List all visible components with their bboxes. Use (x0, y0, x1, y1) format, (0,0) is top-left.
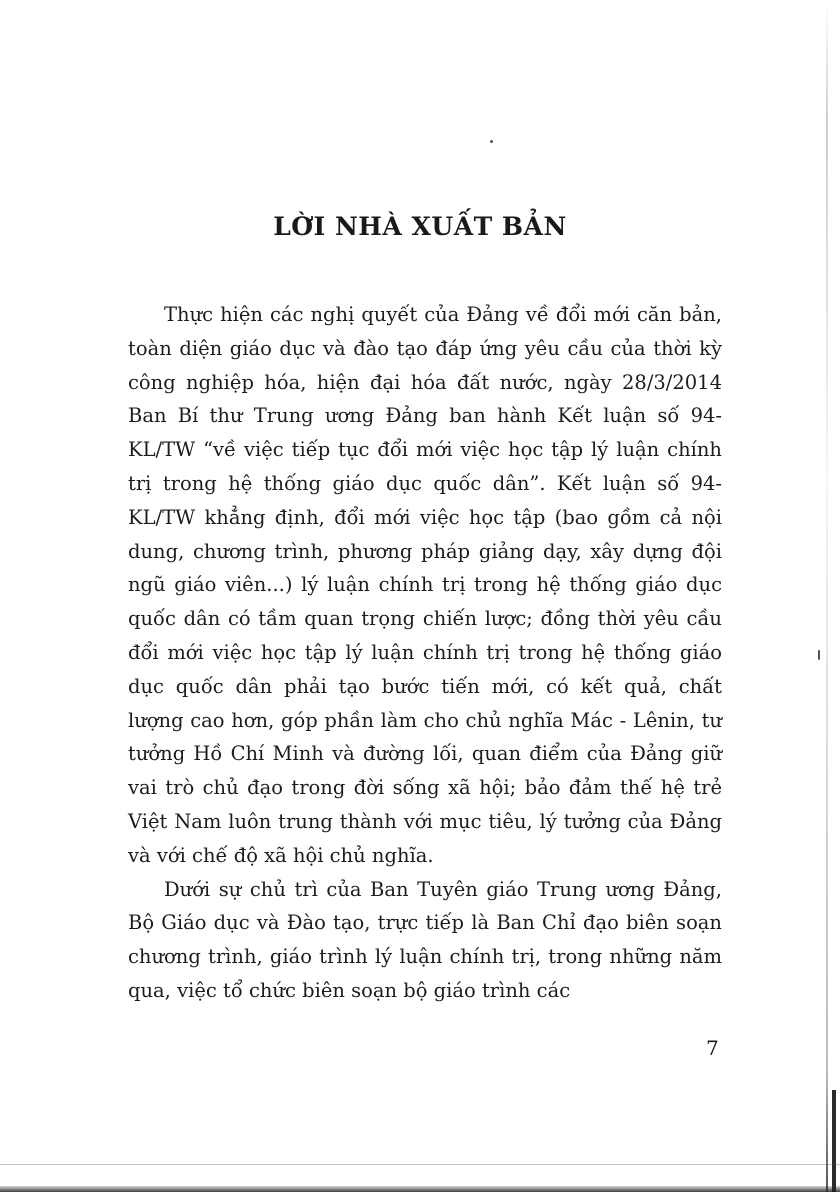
page-edge-shadow-right (826, 0, 828, 1192)
scan-speck (490, 140, 493, 143)
paragraph-2: Dưới sự chủ trì của Ban Tuyên giáo Trung ương Đảng, Bộ Giáo dục và Đào tạo, trực tiếp là Ban Chỉ đạo biên soạn chương trình, giáo trình lý luận chính trị, trong những năm qua, việc tổ chức biên soạn bộ giáo trình các (128, 877, 722, 1002)
scan-speck (818, 650, 820, 660)
page-number: 7 (706, 1036, 719, 1060)
page-edge-dark-right (832, 1090, 836, 1192)
paragraph-1: Thực hiện các nghị quyết của Đảng về đổi mới căn bản, toàn diện giáo dục và đào tạo đáp ứng yêu cầu của thời kỳ công nghiệp hóa, hiện đại hóa đất nước, ngày 28/3/2014 Ban Bí thư Trung ương Đảng ban hành Kết luận số 94-KL/TW “về việc tiếp tục đổi mới việc học tập lý luận chính trị trong hệ thống giáo dục quốc dân”. Kết luận số 94-KL/TW khẳng định, đổi mới việc học tập (bao gồm cả nội dung, chương trình, phương pháp giảng dạy, xây dựng đội ngũ giáo viên...) lý luận chính trị trong hệ thống giáo dục quốc dân có tầm quan trọng chiến lược; đồng thời yêu cầu đổi mới việc học tập lý luận chính trị trong hệ thống giáo dục quốc dân phải tạo bước tiến mới, có kết quả, chất lượng cao hơn, góp phần làm cho chủ nghĩa Mác - Lênin, tư tưởng Hồ Chí Minh và đường lối, quan điểm của Đảng giữ vai trò chủ đạo trong đời sống xã hội; bảo đảm thế hệ trẻ Việt Nam luôn trung thành với mục tiêu, lý tưởng của Đảng và với chế độ xã hội chủ nghĩa. (128, 303, 722, 867)
page-edge-shadow-bottom (0, 1186, 840, 1192)
body-text (128, 298, 722, 1008)
page-title: LỜI NHÀ XUẤT BẢN (273, 212, 567, 241)
page-edge-line-bottom (0, 1164, 840, 1165)
